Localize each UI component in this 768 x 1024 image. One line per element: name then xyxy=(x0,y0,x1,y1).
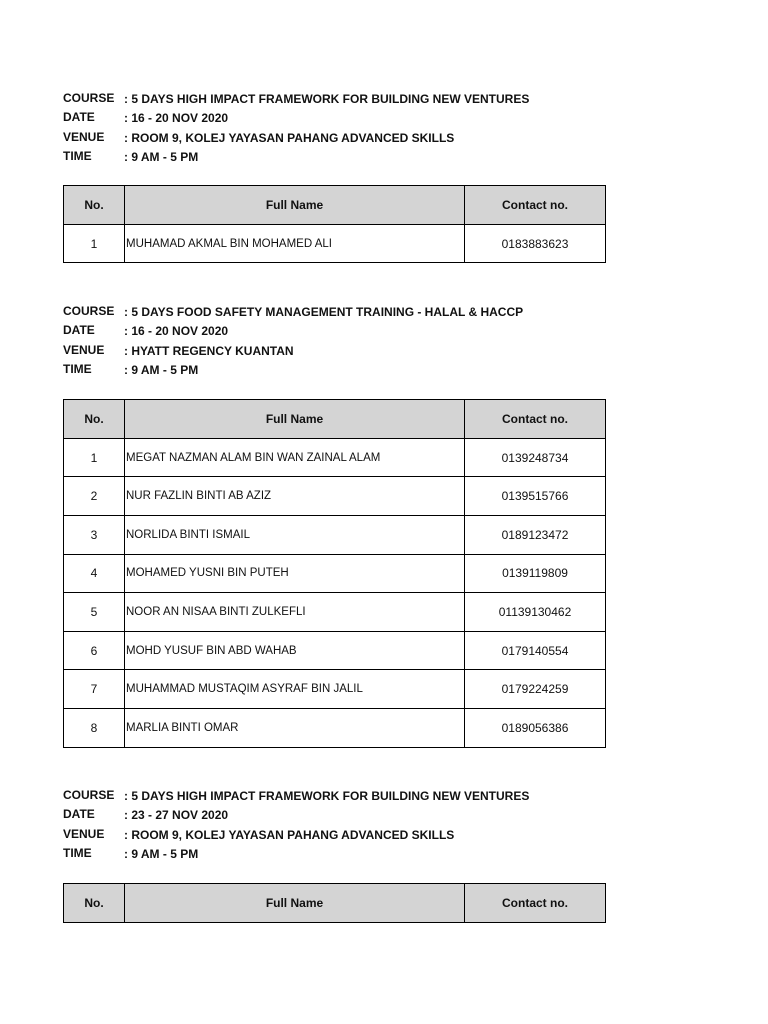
row-contact: 01139130462 xyxy=(465,593,606,632)
row-full-name: NOOR AN NISAA BINTI ZULKEFLI xyxy=(125,593,465,632)
venue-row xyxy=(63,341,605,360)
course-value: : 5 DAYS FOOD SAFETY MANAGEMENT TRAINING - HALAL & HACCP xyxy=(124,305,524,319)
course-section-1 xyxy=(63,89,605,263)
header-no: No. xyxy=(64,400,125,439)
course-value: : 5 DAYS HIGH IMPACT FRAMEWORK FOR BUILDING NEW VENTURES xyxy=(124,789,530,803)
venue-label: VENUE xyxy=(63,826,105,841)
date-row xyxy=(63,108,605,127)
date-row xyxy=(63,805,605,824)
course-info-1 xyxy=(63,89,605,166)
header-full-name: Full Name xyxy=(125,884,465,923)
header-full-name: Full Name xyxy=(125,186,465,225)
header-contact: Contact no. xyxy=(465,186,606,225)
row-full-name: MUHAMMAD MUSTAQIM ASYRAF BIN JALIL xyxy=(125,670,465,709)
date-value: : 16 - 20 NOV 2020 xyxy=(124,324,229,339)
table-row xyxy=(64,515,606,554)
date-label: DATE xyxy=(63,807,95,822)
header-contact: Contact no. xyxy=(465,400,606,439)
course-label: COURSE xyxy=(63,91,115,105)
course-info-2 xyxy=(63,302,605,379)
course-section-2 xyxy=(63,302,605,748)
row-number: 8 xyxy=(64,708,125,747)
header-no: No. xyxy=(64,884,125,923)
table-row xyxy=(64,477,606,516)
row-full-name: MOHD YUSUF BIN ABD WAHAB xyxy=(125,631,465,670)
row-contact: 0139248734 xyxy=(465,438,606,477)
row-contact: 0189056386 xyxy=(465,708,606,747)
venue-row xyxy=(63,825,605,844)
date-value: : 16 - 20 NOV 2020 xyxy=(124,111,229,126)
row-number: 1 xyxy=(64,224,125,263)
row-contact: 0183883623 xyxy=(465,224,606,263)
table-row xyxy=(64,670,606,709)
participant-table-2 xyxy=(63,399,606,747)
row-number: 5 xyxy=(64,593,125,632)
row-full-name: MEGAT NAZMAN ALAM BIN WAN ZAINAL ALAM xyxy=(125,438,465,477)
header-full-name: Full Name xyxy=(125,400,465,439)
row-number: 7 xyxy=(64,670,125,709)
venue-value: : ROOM 9, KOLEJ YAYASAN PAHANG ADVANCED SKILLS xyxy=(124,130,455,145)
time-value: : 9 AM - 5 PM xyxy=(124,149,199,164)
row-number: 2 xyxy=(64,477,125,516)
row-full-name: NORLIDA BINTI ISMAIL xyxy=(125,515,465,554)
table-row xyxy=(64,438,606,477)
table-row xyxy=(64,708,606,747)
time-label: TIME xyxy=(63,361,92,376)
course-section-3 xyxy=(63,786,605,923)
time-label: TIME xyxy=(63,148,92,163)
date-value: : 23 - 27 NOV 2020 xyxy=(124,808,229,823)
row-full-name: MOHAMED YUSNI BIN PUTEH xyxy=(125,554,465,593)
participant-table-3 xyxy=(63,883,606,923)
row-full-name: NUR FAZLIN BINTI AB AZIZ xyxy=(125,477,465,516)
header-contact: Contact no. xyxy=(465,884,606,923)
row-full-name: MUHAMAD AKMAL BIN MOHAMED ALI xyxy=(125,224,465,263)
course-label: COURSE xyxy=(63,304,115,318)
venue-label: VENUE xyxy=(63,129,105,144)
table-row xyxy=(64,554,606,593)
date-label: DATE xyxy=(63,323,95,338)
row-contact: 0179224259 xyxy=(465,670,606,709)
time-value: : 9 AM - 5 PM xyxy=(124,846,199,861)
venue-value: : HYATT REGENCY KUANTAN xyxy=(124,343,294,358)
table-row xyxy=(64,631,606,670)
row-number: 1 xyxy=(64,438,125,477)
row-full-name: MARLIA BINTI OMAR xyxy=(125,708,465,747)
row-contact: 0179140554 xyxy=(465,631,606,670)
venue-label: VENUE xyxy=(63,342,105,357)
time-label: TIME xyxy=(63,845,92,860)
course-row xyxy=(63,786,605,805)
date-label: DATE xyxy=(63,110,95,125)
row-number: 3 xyxy=(64,515,125,554)
table-header-row xyxy=(64,884,606,923)
table-row xyxy=(64,224,606,263)
row-contact: 0189123472 xyxy=(465,515,606,554)
time-row xyxy=(63,360,605,379)
table-header-row xyxy=(64,400,606,439)
table-row xyxy=(64,593,606,632)
course-label: COURSE xyxy=(63,788,115,802)
header-no: No. xyxy=(64,186,125,225)
course-row xyxy=(63,89,605,108)
course-info-3 xyxy=(63,786,605,863)
venue-row xyxy=(63,128,605,147)
time-row xyxy=(63,147,605,166)
row-number: 6 xyxy=(64,631,125,670)
course-row xyxy=(63,302,605,321)
time-row xyxy=(63,844,605,863)
date-row xyxy=(63,321,605,340)
participant-table-1 xyxy=(63,185,606,263)
row-contact: 0139515766 xyxy=(465,477,606,516)
time-value: : 9 AM - 5 PM xyxy=(124,362,199,377)
course-value: : 5 DAYS HIGH IMPACT FRAMEWORK FOR BUILDING NEW VENTURES xyxy=(124,92,530,106)
table-header-row xyxy=(64,186,606,225)
venue-value: : ROOM 9, KOLEJ YAYASAN PAHANG ADVANCED SKILLS xyxy=(124,827,455,842)
row-number: 4 xyxy=(64,554,125,593)
row-contact: 0139119809 xyxy=(465,554,606,593)
